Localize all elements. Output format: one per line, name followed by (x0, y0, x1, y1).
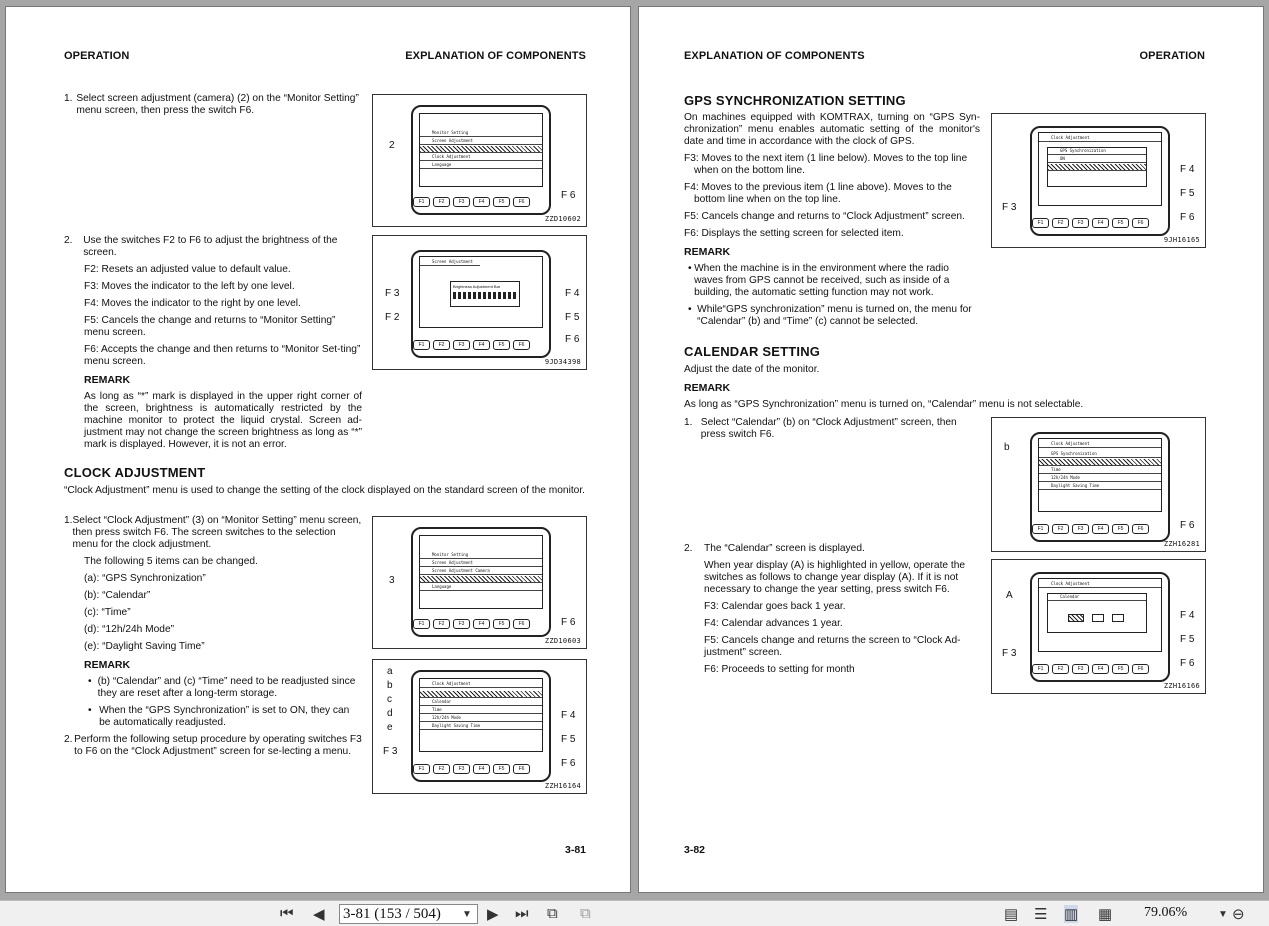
calendar-block: Adjust the date of the monitor. REMARK As long as “GPS Synchronization” menu is turned on, “Calendar” menu is not selectable. (684, 364, 1084, 410)
page-number: 3-82 (684, 844, 706, 856)
zoom-dropdown-icon[interactable]: ▼ (1218, 909, 1228, 920)
figure-code: ZZH16281 (1163, 540, 1200, 548)
step-2-block: 2. Use the switches F2 to F6 to adjust the brightness of the screen. F2: Resets an adjusted value to default value. F3: Moves the indicator to the left by one level. F4: Moves the indicator to the right by one level. F5: Cancels the change and returns to “Monitor Setting” menu screen. F6: Accepts the change and then returns to “Monitor Set-ting” menu screen. REMARK As long as “*” mark is displayed in the upper right corner of the screen, brightness is automatically restricted by the machine monitor to protect the liquid crystal. Screen ad-justment may not change the screen brightness as long as “*” mark is displayed. However, it is not an error. (64, 235, 362, 450)
page-right (638, 6, 1264, 893)
calendar-title: CALENDAR SETTING (684, 344, 821, 359)
figure-monitor-setting: Monitor Setting Screen Adjustment Clock Adjustment Language F1 F2 F3 F4 F5 F6 2 F 6 ZZD10602 (372, 94, 587, 227)
figure-screen-adjustment: Screen Adjustment Brightness Adjustment Bar F1 F2 F3 F4 F5 F6 F 3 F 2 F 4 F 5 F 6 9JD34398 (372, 235, 587, 370)
gps-block: On machines equipped with KOMTRAX, turning on “GPS Syn-chronization” menu enables automatic setting of the monitor's date and time in accordance with the clock of GPS. F3: Moves to the next item (1 line below). Moves to the top line when on the bottom line. F4: Moves to the previous item (1 line above). Moves to the bottom line when on the top line. F5: Cancels change and returns to “Clock Adjustment” screen. F6: Displays the setting screen for selected item. REMARK • When the machine is in the environment where the radio waves from GPS cannot be received, such as inside of a building, the automatic setting function may not work. • While“GPS synchronization” menu is turned on, the menu for “Calendar” (b) and “Time” (c) cannot be selected. (684, 112, 980, 327)
header-right: EXPLANATION OF COMPONENTS (405, 50, 586, 62)
figure-code: 9JD34398 (544, 358, 581, 366)
last-page-icon[interactable]: ⏭ (515, 905, 529, 922)
page-left (5, 6, 631, 893)
single-page-view-icon[interactable]: ▤ (1004, 906, 1019, 923)
continuous-view-icon[interactable]: ☰ (1034, 906, 1048, 923)
figure-clock-adjustment: Clock Adjustment Calendar Time 12h/24h Mode Daylight Saving Time F1 F2 F3 F4 F5 F6 a b c d e F 3 F 4 F 5 F 6 ZZH16164 (372, 659, 587, 794)
header-left: OPERATION (64, 50, 130, 62)
zoom-level[interactable]: 79.06% (1144, 905, 1188, 920)
figure-code: 9JH16165 (1163, 236, 1200, 244)
figure-calendar-screen: Clock Adjustment Calendar F1 F2 F3 F4 F5 F6 A F 3 F 4 F 5 F 6 ZZH16166 (991, 559, 1206, 694)
figure-calendar-select: Clock Adjustment GPS Synchronization Time 12h/24h Mode Daylight Saving Time F1 F2 F3 F4 F5 F6 b F 6 ZZH16281 (991, 417, 1206, 552)
zoom-out-icon[interactable]: ⊖ (1232, 906, 1245, 923)
go-back-view-icon[interactable]: ⧉ (547, 905, 558, 922)
header-left: EXPLANATION OF COMPONENTS (684, 50, 865, 62)
page-dropdown-icon[interactable]: ▼ (462, 909, 472, 920)
header-right: OPERATION (1139, 50, 1205, 62)
viewer-toolbar (0, 900, 1269, 926)
previous-page-icon[interactable]: ◀ (313, 906, 325, 923)
next-page-icon[interactable]: ▶ (487, 906, 499, 923)
clock-step-1-block: 1. Select “Clock Adjustment” (3) on “Monitor Setting” menu screen, then press switch F6. The screen switches to the selection menu for the clock adjustment. The following 5 items can be changed. (a): “GPS Synchronization” (b): “Calendar” (c): “Time” (d): “12h/24h Mode” (e): “Daylight Saving Time” REMARK • (b) “Calendar” and (c) “Time” need to be readjusted since they are reset after a long-term storage. • When the “GPS Synchronization” is set to ON, they can be automatically readjusted. 2. Perform the following setup procedure by operating switches F3 to F6 on the “Clock Adjustment” screen for se-lecting a menu. (64, 515, 362, 757)
gps-title: GPS SYNCHRONIZATION SETTING (684, 93, 906, 108)
page-indicator-input[interactable]: 3-81 (153 / 504) (339, 904, 478, 924)
page-number: 3-81 (564, 844, 586, 856)
figure-gps-sync: Clock Adjustment GPS Synchronization ON F1 F2 F3 F4 F5 F6 F 3 F 4 F 5 F 6 9JH16165 (991, 113, 1206, 248)
figure-code: ZZD10603 (544, 637, 581, 645)
first-page-icon[interactable]: ⏮ (280, 905, 294, 922)
go-forward-view-icon[interactable]: ⧉ (580, 905, 591, 922)
figure-code: ZZD10602 (544, 215, 581, 223)
calendar-steps: 1. Select “Calendar” (b) on “Clock Adjustment” screen, then press switch F6. 2. The “Calendar” screen is displayed. When year display (A) is highlighted in yellow, operate the switches as follows to change year display (A). If it is not necessary to change the year setting, press switch F6. F3: Calendar goes back 1 year. F4: Calendar advances 1 year. F5: Cancels change and returns the screen to “Clock Ad-justment” screen. F6: Proceeds to setting for month (684, 417, 966, 675)
figure-clock-select: Monitor Setting Screen Adjustment Screen Adjustment Camera Language F1 F2 F3 F4 F5 F6 3 F 6 ZZD10603 (372, 516, 587, 649)
step-1: 1. Select screen adjustment (camera) (2) on the “Monitor Setting” menu screen, then press the switch F6. (64, 93, 359, 116)
clock-title: CLOCK ADJUSTMENT (64, 465, 206, 480)
figure-code: ZZH16164 (544, 782, 581, 790)
continuous-facing-view-icon[interactable]: ▦ (1098, 906, 1113, 923)
clock-intro: “Clock Adjustment” menu is used to change the setting of the clock displayed on the standard screen of the monitor. (64, 485, 585, 496)
facing-view-icon[interactable]: ▥ (1064, 906, 1079, 923)
figure-code: ZZH16166 (1163, 682, 1200, 690)
